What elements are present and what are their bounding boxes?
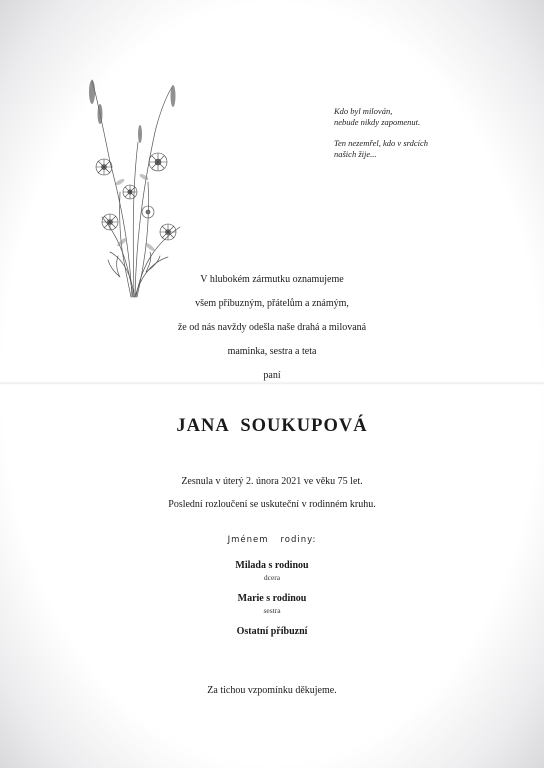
family-member-relation: dcera	[263, 573, 281, 582]
quote-line: Ten nezemřel, kdo v srdcích	[334, 138, 429, 148]
paper-fold-line	[0, 381, 544, 387]
quote-line: našich žije...	[334, 149, 377, 159]
intro-line: V hlubokém zármutku oznamujeme	[200, 274, 344, 285]
quote-block-2	[334, 138, 428, 160]
wildflower-bouquet-icon	[80, 72, 200, 302]
family-heading-word: rodiny:	[280, 535, 317, 545]
intro-line: že od nás navždy odešla naše drahá a milovaná	[177, 322, 367, 333]
family-heading-word: Jménem	[227, 535, 269, 545]
family-member-relation: sestra	[263, 606, 281, 615]
deceased-name: JANA SOUKUPOVÁ	[176, 416, 368, 436]
intro-line: maminka, sestra a teta	[227, 346, 317, 357]
family-member-name: Milada s rodinou	[235, 560, 309, 571]
death-date-line: Zesnula v úterý 2. února 2021 ve věku 75 let.	[181, 476, 363, 487]
intro-line: paní	[263, 370, 281, 381]
intro-line: všem příbuzným, přátelům a známým,	[195, 298, 349, 309]
family-member-name: Marie s rodinou	[237, 593, 307, 604]
farewell-line: Poslední rozloučení se uskuteční v rodinném kruhu.	[168, 499, 376, 510]
closing-line: Za tichou vzpomínku děkujeme.	[207, 685, 337, 696]
quote-line: nebude nikdy zapomenut.	[334, 117, 421, 127]
quote-line: Kdo byl milován,	[334, 106, 393, 116]
family-heading	[0, 535, 544, 545]
family-member-name: Ostatní příbuzní	[236, 626, 308, 637]
quote-block-1	[334, 106, 420, 128]
